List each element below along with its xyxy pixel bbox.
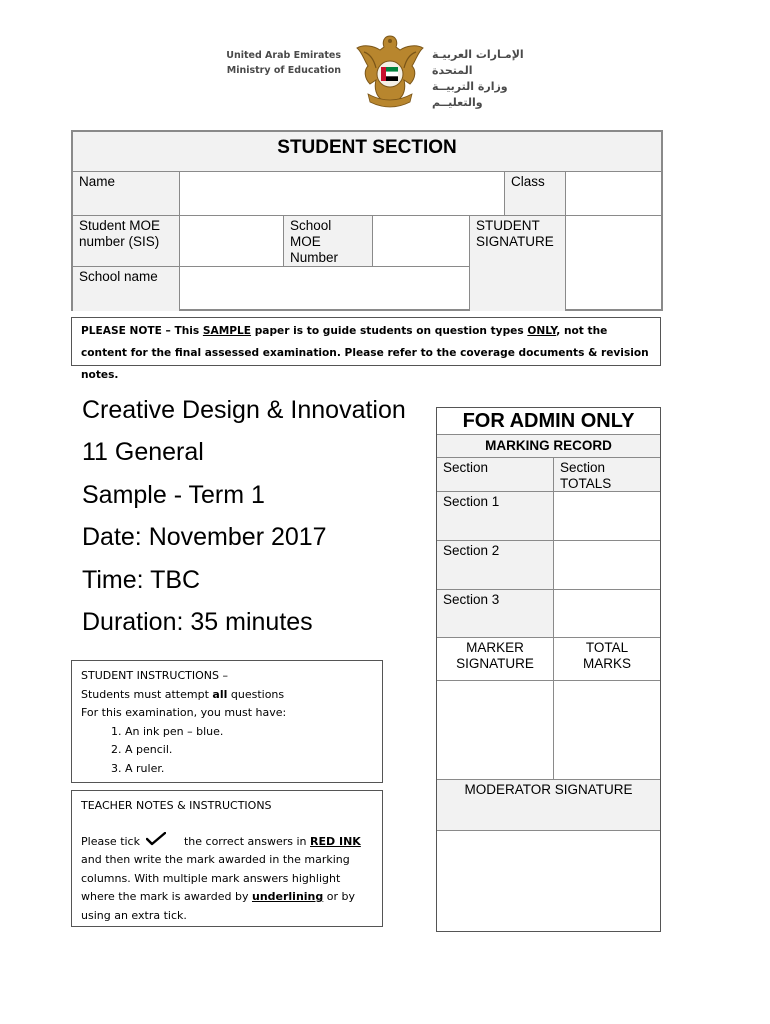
exam-term: Sample - Term 1 [82, 481, 265, 509]
exam-duration: Duration: 35 minutes [82, 608, 313, 636]
school-moe-label-text: School MOE Number [290, 218, 339, 265]
section-1-label: Section 1 [437, 492, 554, 541]
notice-sample-word: SAMPLE [202, 325, 252, 337]
teacher-notes-text-2: the correct answers in [183, 834, 311, 848]
teacher-notes-text-3: and then write the mark awarded in the marking columns. With multiple mark answers highlight where the mark is awarded by [81, 853, 350, 903]
student-instructions-box [71, 660, 383, 783]
notice-text-2: paper is to guide students on question types [251, 325, 528, 337]
total-marks-label [554, 638, 660, 681]
school-moe-field[interactable] [373, 216, 470, 267]
ministry-name-english [205, 48, 341, 78]
class-field[interactable] [566, 172, 661, 216]
school-name-field[interactable] [180, 267, 470, 311]
section-1-total-field[interactable] [554, 492, 660, 541]
marker-signature-field[interactable] [437, 681, 554, 780]
class-label: Class [505, 172, 566, 216]
teacher-notes-body [81, 832, 373, 926]
teacher-notes-text-1: Please tick [81, 834, 140, 848]
exam-date: Date: November 2017 [82, 523, 327, 551]
total-marks-field[interactable] [554, 681, 660, 780]
section-column-header: Section [437, 458, 554, 492]
moderator-signature-field[interactable] [437, 831, 660, 931]
name-label: Name [73, 172, 180, 216]
notice-text-1: PLEASE NOTE – This [81, 325, 203, 337]
student-section-title: STUDENT SECTION [73, 132, 661, 172]
student-instructions-line1 [81, 686, 373, 705]
school-name-label: School name [73, 267, 180, 311]
teacher-notes-box [71, 790, 383, 927]
teacher-notes-text-4: or by using an extra tick. [81, 890, 356, 922]
arabic-line-2: وزارة التربيــة والتعليــم [432, 80, 508, 109]
red-ink-text: RED INK [310, 834, 361, 848]
moderator-signature-label: MODERATOR SIGNATURE [437, 780, 660, 831]
student-moe-label: Student MOE number (SIS) [73, 216, 180, 267]
section-totals-label: Section TOTALS [560, 460, 612, 491]
teacher-notes-title: TEACHER NOTES & INSTRUCTIONS [81, 799, 272, 812]
line1-bold-all: all [212, 687, 228, 701]
name-field[interactable] [180, 172, 505, 216]
underlining-text: underlining [251, 890, 324, 903]
list-item: 2. A pencil. [125, 741, 373, 760]
line1-text-a: Students must attempt [81, 687, 213, 701]
section-3-label: Section 3 [437, 590, 554, 638]
admin-marking-table [436, 407, 661, 932]
section-2-label: Section 2 [437, 541, 554, 590]
sample-paper-notice [71, 317, 661, 381]
section-2-total-field[interactable] [554, 541, 660, 590]
uae-emblem-logo [354, 30, 426, 110]
marker-signature-label [437, 638, 554, 681]
exam-grade: 11 General [82, 438, 204, 466]
student-instructions-line2: For this examination, you must have: [81, 706, 287, 719]
marking-record-header: MARKING RECORD [437, 435, 660, 458]
school-moe-label [284, 216, 373, 267]
notice-only-word: ONLY [527, 325, 557, 337]
admin-title: FOR ADMIN ONLY [437, 408, 660, 435]
english-line-2: Ministry of Education [226, 65, 341, 76]
total-marks-text: TOTAL MARKS [582, 640, 631, 671]
student-instructions-title: STUDENT INSTRUCTIONS – [81, 669, 228, 682]
student-signature-label: STUDENT SIGNATURE [470, 216, 566, 311]
list-item: 3. A ruler. [125, 760, 373, 779]
marker-signature-text: MARKER SIGNATURE [456, 640, 534, 671]
english-line-1: United Arab Emirates [226, 50, 341, 61]
notice-text-3: , not the content for the final assessed examination. Please refer to the coverage documents & revision notes. [81, 325, 649, 381]
equipment-list [81, 723, 373, 779]
line1-text-b: questions [227, 687, 285, 701]
list-item: 1. An ink pen – blue. [125, 723, 373, 742]
exam-time: Time: TBC [82, 566, 201, 594]
checkmark-icon [146, 832, 166, 846]
section-3-total-field[interactable] [554, 590, 660, 638]
student-signature-field[interactable] [566, 216, 661, 311]
student-moe-field[interactable] [180, 216, 284, 267]
arabic-line-1: الإمـارات العربيـة المتحدة [432, 48, 524, 77]
student-section-table [71, 130, 663, 311]
section-totals-header [554, 458, 660, 492]
ministry-name-arabic [432, 47, 562, 111]
exam-subject: Creative Design & Innovation [82, 396, 406, 424]
